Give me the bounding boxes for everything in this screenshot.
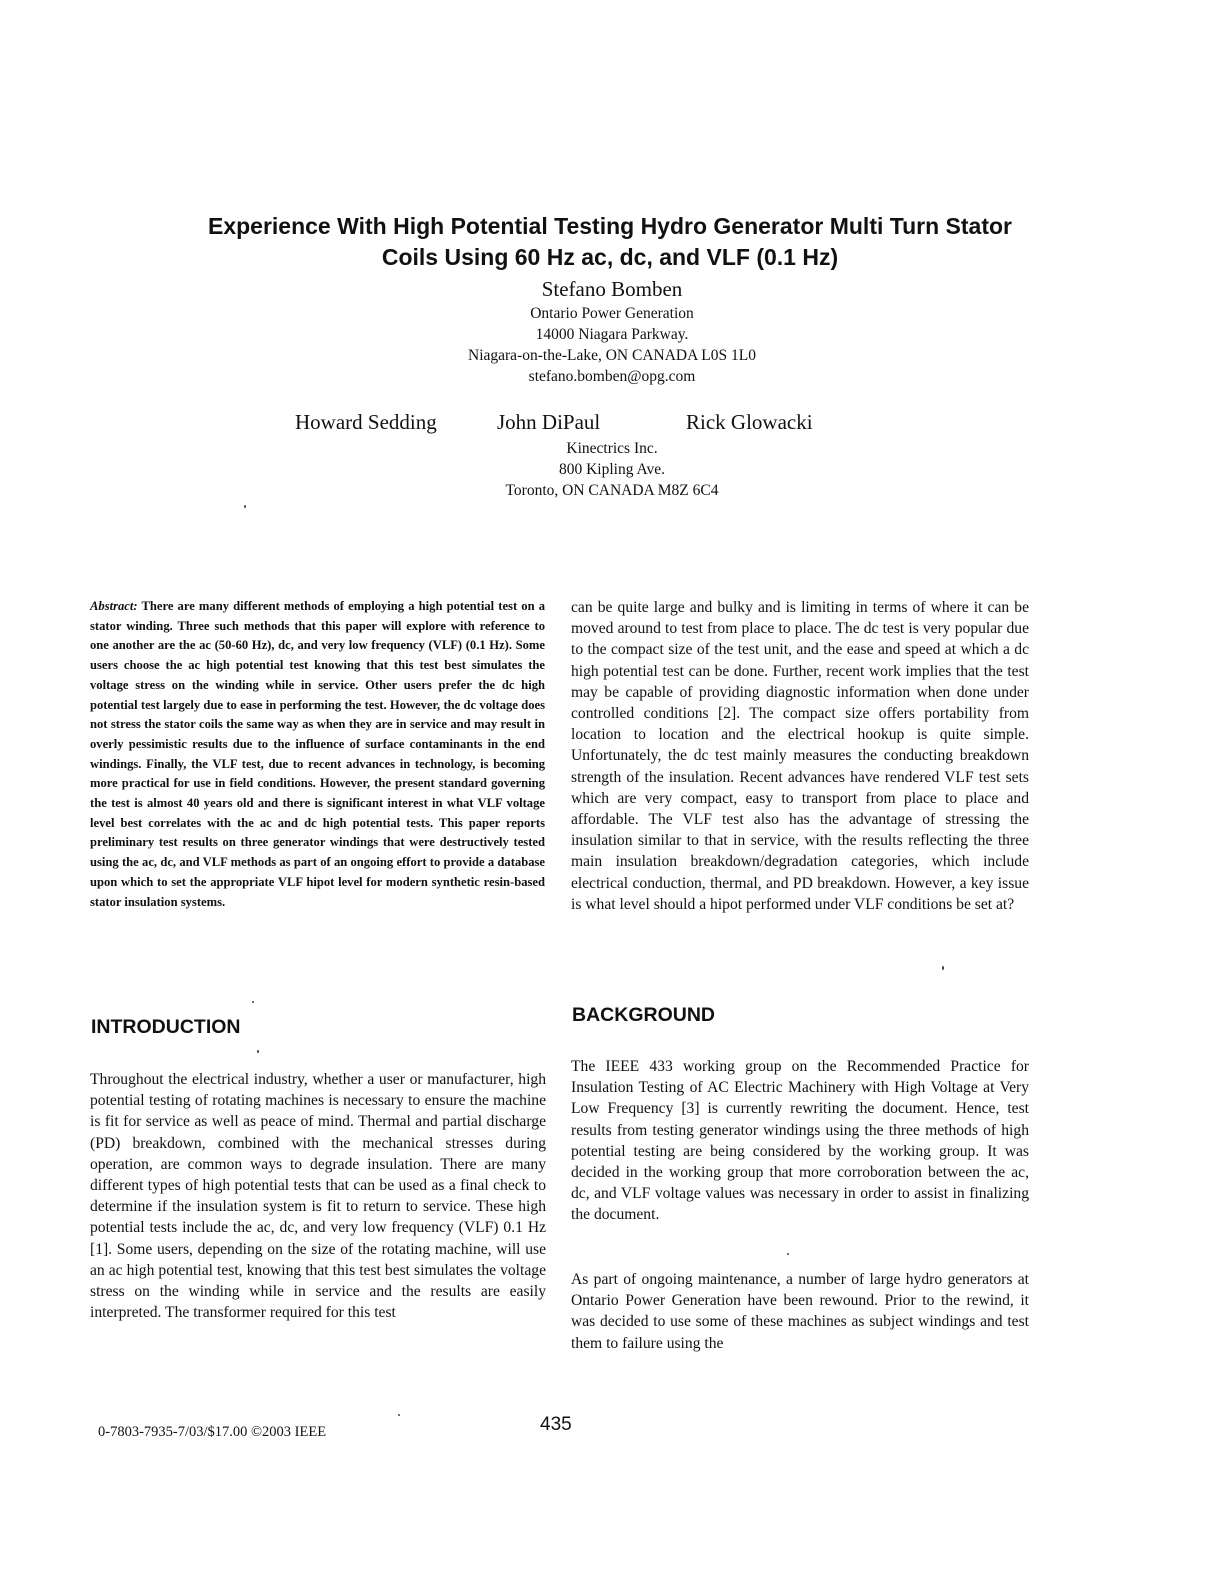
abstract-lead: Abstract: [90, 599, 138, 613]
scan-speck [252, 1001, 254, 1003]
introduction-paragraph: Throughout the electrical industry, whether a user or manufacturer, high potential testing of rotating machines is necessary to ensure the machine is fit for service as well as peace of mind. Thermal and partial discharge (PD) breakdown, combined with the mechanical stresses during operation, are common ways to degrade insulation. There are many different types of high potential tests that can be used as a final check to determine if the insulation system is fit to return to service. These high potential tests include the ac, dc, and very low frequency (VLF) 0.1 Hz [1]. Some users, depending on the size of the rotating machine, will use an ac high potential test, knowing that this test best simulates the voltage stress on the winding while in service and the results are easily interpreted. The transformer required for this test [90, 1071, 546, 1322]
continuation-paragraph: can be quite large and bulky and is limiting in terms of where it can be moved around to test from place to place. The dc test is very popular due to the compact size of the test unit, and the ease and speed at which a dc high potential test can be done. Further, recent work implies that the test may be capable of providing diagnostic information when done under controlled conditions [2]. The compact size offers portability from location to location and the electrical hookup is quite simple. Unfortunately, the dc test mainly measures the conducting breakdown strength of the insulation. Recent advances have rendered VLF test sets which are very compact, easy to transport from place to place and affordable. The VLF test also has the advantage of stressing the insulation similar to that in service, with the results reflecting the three main insulation breakdown/degradation categories, which include electrical conduction, thermal, and PD breakdown. However, a key issue is what level should a hipot performed under VLF conditions be set at? [571, 599, 1029, 913]
abstract-text: There are many different methods of employing a high potential test on a stator winding. Three such methods that this paper will explore with reference to one another are the ac (50-60 Hz), dc, and very low frequency (VLF) (0.1 Hz). Some users choose the ac high potential test knowing that this test best simulates the voltage stress on the winding while in service. Other users prefer the dc high potential test largely due to ease in performing the test. However, the dc voltage does not stress the stator coils the same way as when they are in service and may result in overly pessimistic results due to the influence of surface contaminants in the end windings. Finally, the VLF test, due to recent advances in technology, is becoming more practical for use in field conditions. However, the present standard governing the test is almost 40 years old and there is significant interest in what VLF voltage level best correlates with the ac and dc high potential tests. This paper reports preliminary test results on three generator windings that were destructively tested using the ac, dc, and VLF methods as part of an ongoing effort to provide a database upon which to set the appropriate VLF hipot level for modern synthetic resin-based stator insulation systems. [90, 599, 546, 909]
author-name: Howard Sedding [295, 410, 437, 434]
primary-author-block [312, 275, 912, 387]
title-line-2: Coils Using 60 Hz ac, dc, and VLF (0.1 Hz) [381, 244, 839, 271]
author-name: John DiPaul [497, 410, 601, 434]
abstract [90, 597, 545, 912]
author-name: Rick Glowacki [686, 410, 813, 434]
author-city: Niagara-on-the-Lake, ON CANADA L0S 1L0 [468, 347, 756, 364]
scan-speck [942, 966, 944, 970]
affiliation-street: 800 Kipling Ave. [558, 461, 666, 478]
scan-speck [257, 1050, 259, 1053]
page-number: 435 [540, 1414, 572, 1435]
scan-speck [398, 1414, 400, 1416]
author-name: Stefano Bomben [541, 277, 683, 301]
scan-speck [787, 1253, 789, 1255]
paper-title [60, 211, 1160, 273]
title-line-1: Experience With High Potential Testing Hydro Generator Multi Turn Stator [207, 213, 1012, 240]
affiliation-city: Toronto, ON CANADA M8Z 6C4 [505, 482, 719, 499]
author-email: stefano.bomben@opg.com [528, 368, 696, 385]
background-paragraph-1: The IEEE 433 working group on the Recommended Practice for Insulation Testing of AC Electric Machinery with High Voltage at Very Low Frequency [3] is currently rewriting the document. Hence, test results from testing generator windings using the three methods of high potential testing are being considered by the working group. It was decided in the working group that more corroboration between the ac, dc, and VLF voltage values was necessary in order to assist in finalizing the document. [571, 1058, 1029, 1224]
copyright-notice: 0-7803-7935-7/03/$17.00 ©2003 IEEE [98, 1424, 327, 1440]
background-heading: BACKGROUND [572, 1004, 715, 1026]
author-street: 14000 Niagara Parkway. [535, 326, 689, 343]
author-organization: Ontario Power Generation [530, 305, 694, 322]
scan-speck [244, 505, 246, 508]
affiliation-organization: Kinectrics Inc. [566, 440, 658, 457]
introduction-heading: INTRODUCTION [91, 1016, 241, 1038]
secondary-authors-row [290, 410, 830, 440]
background-paragraph-2: As part of ongoing maintenance, a number of large hydro generators at Ontario Power Generation have been rewound. Prior to the rewind, it was decided to use some of these machines as subject windings and test them to failure using the [571, 1271, 1029, 1352]
secondary-affiliation-block [312, 438, 912, 501]
